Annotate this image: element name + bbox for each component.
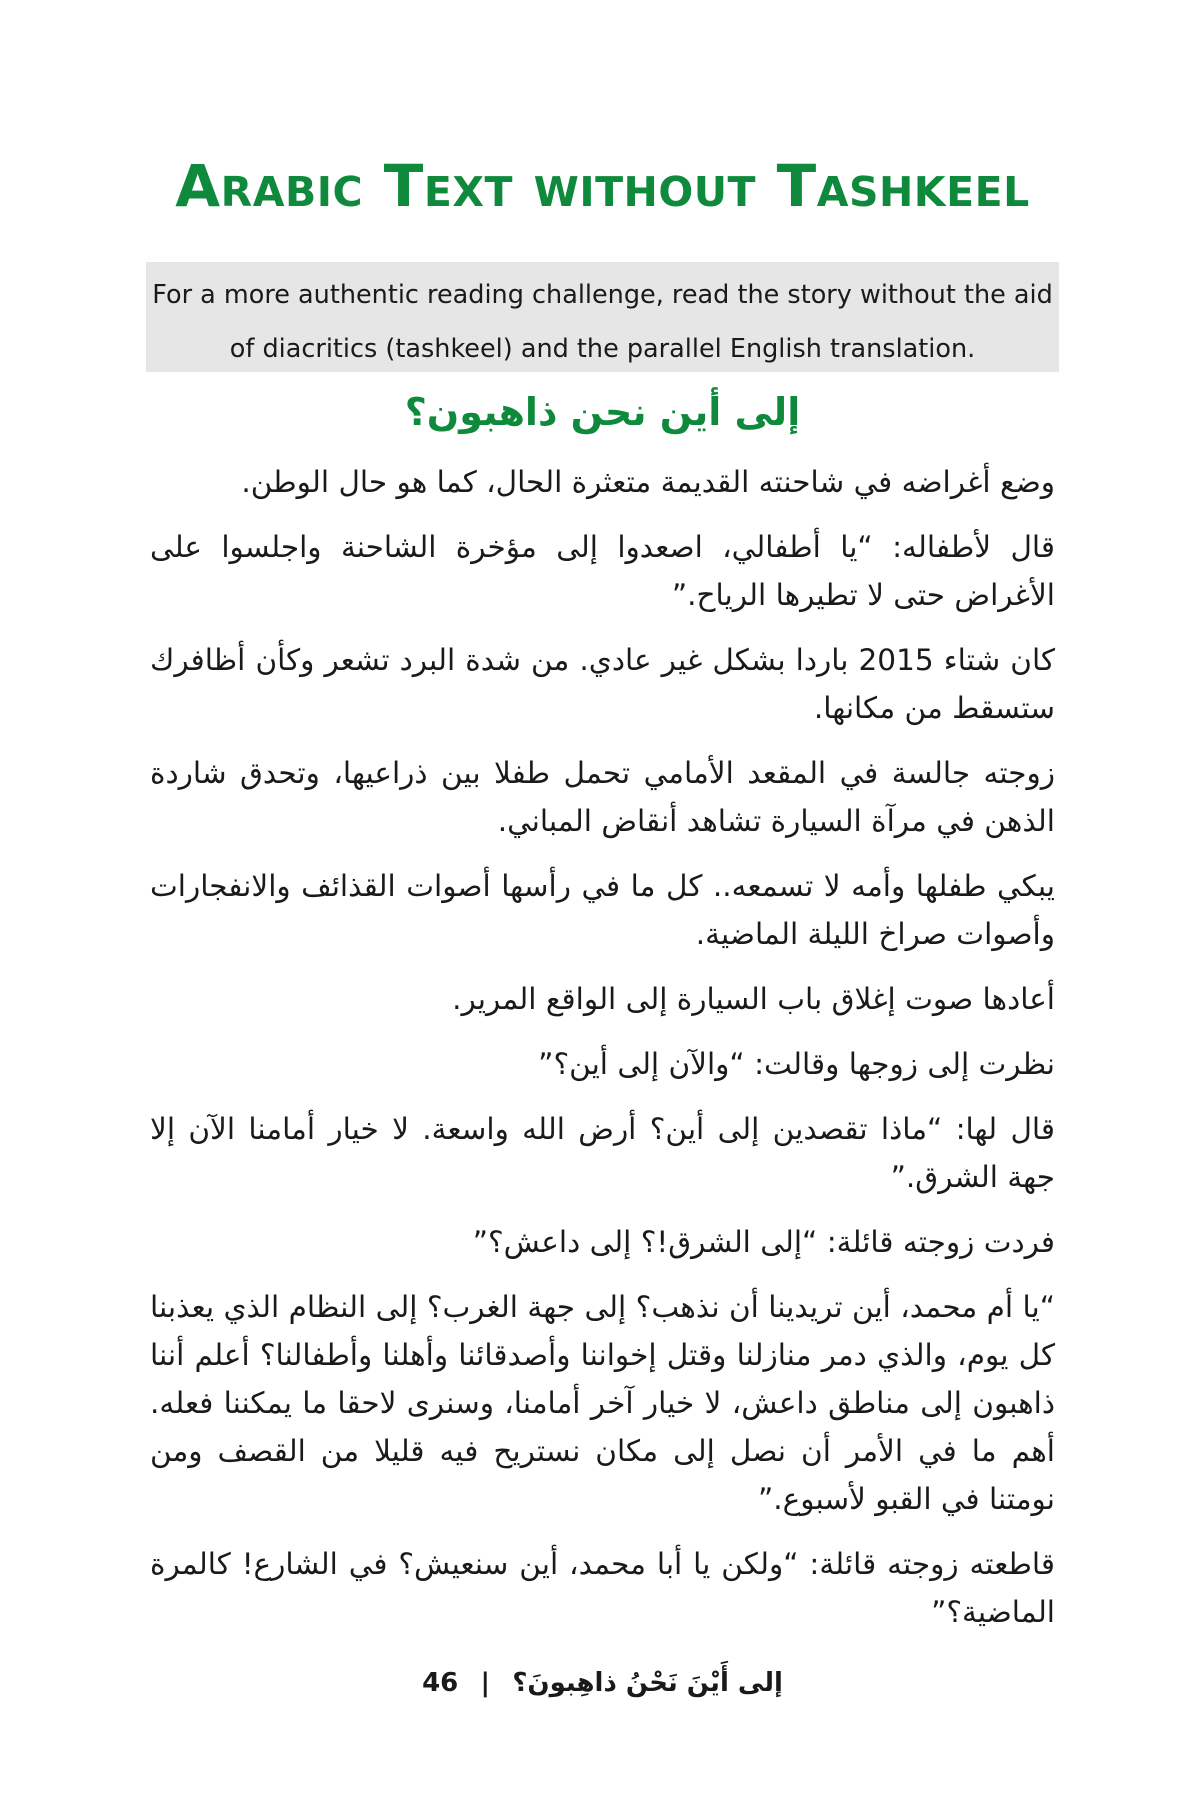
story-paragraph: قال لها: “ماذا تقصدين إلى أين؟ أرض الله واسعة. لا خيار أمامنا الآن إلا جهة الشرق.”: [150, 1112, 1055, 1194]
story-title: إلى أين نحن ذاهبون؟: [404, 390, 801, 434]
intro-box: [146, 262, 1059, 372]
story-paragraph: كان شتاء 2015 باردا بشكل غير عادي. من شدة البرد تشعر وكأن أظافرك ستسقط من مكانها.: [150, 643, 1055, 725]
story-paragraph: قال لأطفاله: “يا أطفالي، اصعدوا إلى مؤخرة الشاحنة واجلسوا على الأغراض حتى لا تطيرها الرياح.”: [150, 530, 1055, 612]
story-paragraph: أعادها صوت إغلاق باب السيارة إلى الواقع المرير.: [452, 982, 1055, 1016]
story-paragraph: فردت زوجته قائلة: “إلى الشرق!؟ إلى داعش؟”: [472, 1225, 1055, 1259]
intro-text: For a more authentic reading challenge, read the story without the aid of diacritics (tashkeel) and the parallel English translation.: [152, 280, 1053, 364]
page-footer: [150, 1668, 1055, 1698]
story-paragraph: يبكي طفلها وأمه لا تسمعه.. كل ما في رأسها أصوات القذائف والانفجارات وأصوات صراخ الليلة الماضية.: [150, 869, 1055, 951]
story-paragraph: “يا أم محمد، أين تريدينا أن نذهب؟ إلى جهة الغرب؟ إلى النظام الذي يعذبنا كل يوم، والذي دمر منازلنا وقتل إخواننا وأصدقائنا وأهلنا وأطفالنا؟ أعلم أننا ذاهبون إلى مناطق داعش، لا خيار آخر أمامنا، وسنرى لاحقا ما يمكننا فعله. أهم ما في الأمر أن نصل إلى مكان نستريح فيه قليلا من القصف ومن نومتنا في القبو لأسبوع.”: [150, 1290, 1055, 1516]
page-heading: Arabic Text without Tashkeel: [175, 152, 1030, 220]
page-number: 46: [422, 1668, 459, 1698]
story-body: [150, 458, 1055, 1653]
footer-separator: |: [480, 1668, 491, 1698]
story-paragraph: وضع أغراضه في شاحنته القديمة متعثرة الحال، كما هو حال الوطن.: [241, 465, 1055, 499]
footer-title: إلى أَيْنَ نَحْنُ ذاهِبونَ؟: [512, 1668, 783, 1698]
story-paragraph: قاطعته زوجته قائلة: “ولكن يا أبا محمد، أين سنعيش؟ في الشارع! كالمرة الماضية؟”: [150, 1547, 1055, 1629]
book-page: [150, 0, 1055, 1800]
story-paragraph: نظرت إلى زوجها وقالت: “والآن إلى أين؟”: [538, 1047, 1055, 1081]
story-paragraph: زوجته جالسة في المقعد الأمامي تحمل طفلا بين ذراعيها، وتحدق شاردة الذهن في مرآة السيارة تشاهد أنقاض المباني.: [150, 756, 1055, 838]
